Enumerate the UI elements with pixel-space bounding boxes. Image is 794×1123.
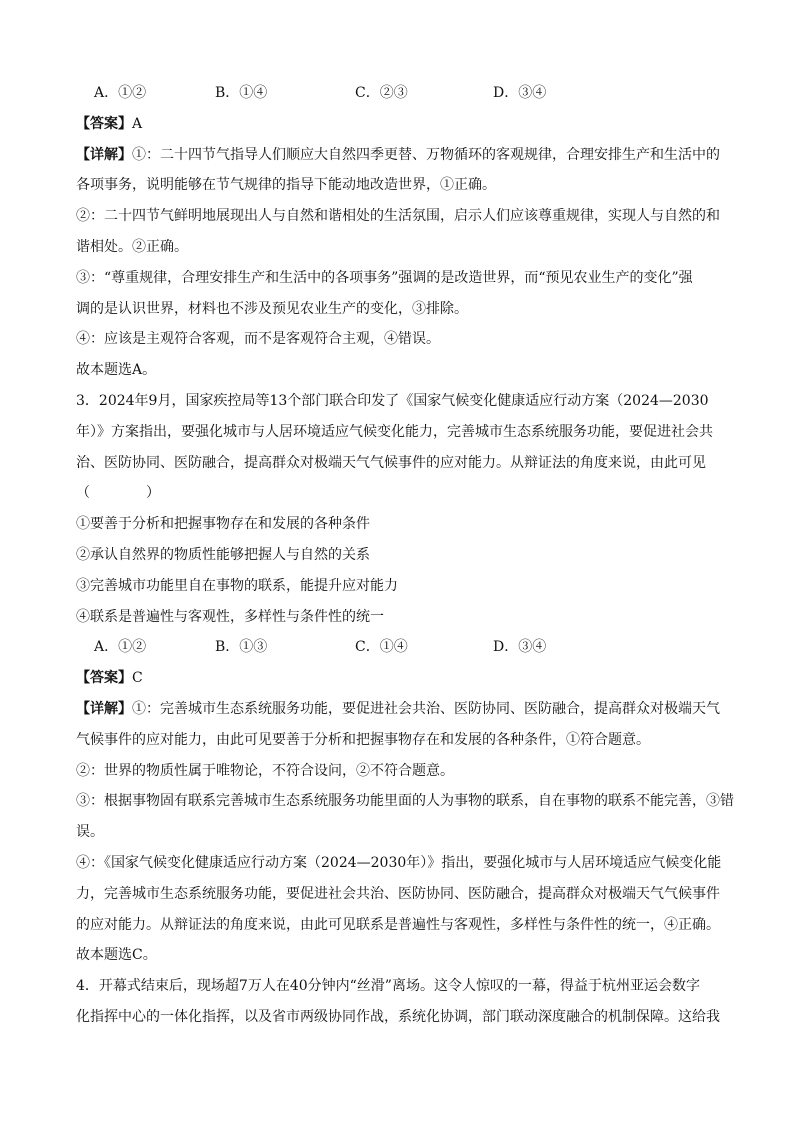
q2-option-c: C．②③	[355, 85, 408, 101]
q3-detail-line: ③：根据事物固有联系完善城市生态系统服务功能里面的人为事物的联系，自在事物的联系不能完善，③错	[76, 793, 734, 810]
q3-detail-line: ②：世界的物质性属于唯物论，不符合设问，②不符合题意。	[76, 762, 454, 779]
q3-stem-line: 3．2024年9月，国家疾控局等13个部门联合印发了《国家气候变化健康适应行动方案（2024—2030	[76, 392, 709, 409]
q4-stem-line: 4．开幕式结束后，现场超7万人在40分钟内“丝滑”离场。这令人惊叹的一幕，得益于杭州亚运会数字	[76, 978, 700, 995]
q3-option-c: C．①④	[355, 639, 408, 656]
q3-detail-text: ①：完善城市生态系统服务功能，要促进社会共治、医防协同、医防融合，提高群众对极端天气	[132, 700, 720, 717]
q3-detail-line: 气候事件的应对能力，由此可见要善于分析和把握事物存在和发展的各种条件，①符合题意。	[76, 731, 650, 748]
q2-option-d: D．③④	[493, 85, 547, 101]
q2-detail-line: 调的是认识世界，材料也不涉及预见农业生产的变化，③排除。	[76, 300, 468, 317]
q3-stem-line: 治、医防协同、医防融合，提高群众对极端天气气候事件的应对能力。从辩证法的角度来说，由此可见	[76, 454, 706, 471]
q2-options	[76, 78, 746, 109]
q3-detail-line: 的应对能力。从辩证法的角度来说，由此可见联系是普遍性与客观性，多样性与条件性的统一，④正确。	[76, 916, 720, 933]
q2-option-a: A．①②	[94, 85, 147, 101]
q3-answer	[76, 663, 746, 694]
q2-detail-text: ①：二十四节气指导人们顺应大自然四季更替、万物循环的客观规律，合理安排生产和生活中的	[132, 146, 720, 163]
q2-option-b: B．①④	[215, 85, 268, 101]
q3-statement: ③完善城市功能里自在事物的联系，能提升应对能力	[76, 577, 398, 594]
q2-answer	[76, 109, 746, 140]
q3-option-d: D．③④	[493, 639, 547, 656]
q2-detail-line	[76, 140, 746, 171]
q4-stem-line: 化指挥中心的一体化指挥，以及省市两级协同作战，系统化协调，部门联动深度融合的机制保障。这给我	[76, 1008, 720, 1025]
q2-answer-value: A	[132, 115, 143, 132]
q3-detail-line: 力，完善城市生态系统服务功能，要促进社会共治、医防协同、医防融合，提高群众对极端天气气候事件	[76, 885, 720, 902]
q3-detail-line: 误。	[76, 824, 104, 841]
q3-option-b: B．①③	[215, 639, 268, 656]
q2-detail-line: ③：“尊重规律，合理安排生产和生活中的各项事务”强调的是改造世界，而“预见农业生产的变化”强	[76, 269, 693, 286]
q3-statement: ①要善于分析和把握事物存在和发展的各种条件	[76, 516, 370, 533]
q3-option-a: A．①②	[94, 639, 147, 656]
q2-detail-label: 【详解】	[76, 146, 132, 163]
q3-detail-line: ④：《国家气候变化健康适应行动方案（2024—2030年）》指出，要强化城市与人居环境适应气候变化能	[76, 854, 722, 871]
q3-statement: ④联系是普遍性与客观性，多样性与条件性的统一	[76, 608, 384, 625]
q3-detail-label: 【详解】	[76, 700, 132, 717]
q3-stem-line: 年）》方案指出，要强化城市与人居环境适应气候变化能力，完善城市生态系统服务功能，要促进社会共	[76, 423, 713, 440]
q3-options	[76, 632, 746, 663]
q3-answer-label: 【答案】	[76, 670, 132, 687]
q3-answer-value: C	[132, 670, 143, 687]
q2-detail-line: ④：应该是主观符合客观，而不是客观符合主观，④错误。	[76, 331, 440, 348]
q2-answer-label: 【答案】	[76, 115, 132, 132]
q3-answer-blank: （ ）	[76, 485, 160, 502]
q3-detail-line	[76, 694, 746, 725]
q3-conclusion: 故本题选C。	[76, 947, 157, 964]
q2-detail-line: 谐相处。②正确。	[76, 238, 188, 255]
q2-detail-line: 各项事务，说明能够在节气规律的指导下能动地改造世界，①正确。	[76, 177, 496, 194]
q2-detail-line: ②：二十四节气鲜明地展现出人与自然和谐相处的生活氛围，启示人们应该尊重规律，实现人与自然的和	[76, 208, 720, 225]
q3-statement: ②承认自然界的物质性能够把握人与自然的关系	[76, 546, 370, 563]
q2-conclusion: 故本题选A。	[76, 362, 157, 379]
